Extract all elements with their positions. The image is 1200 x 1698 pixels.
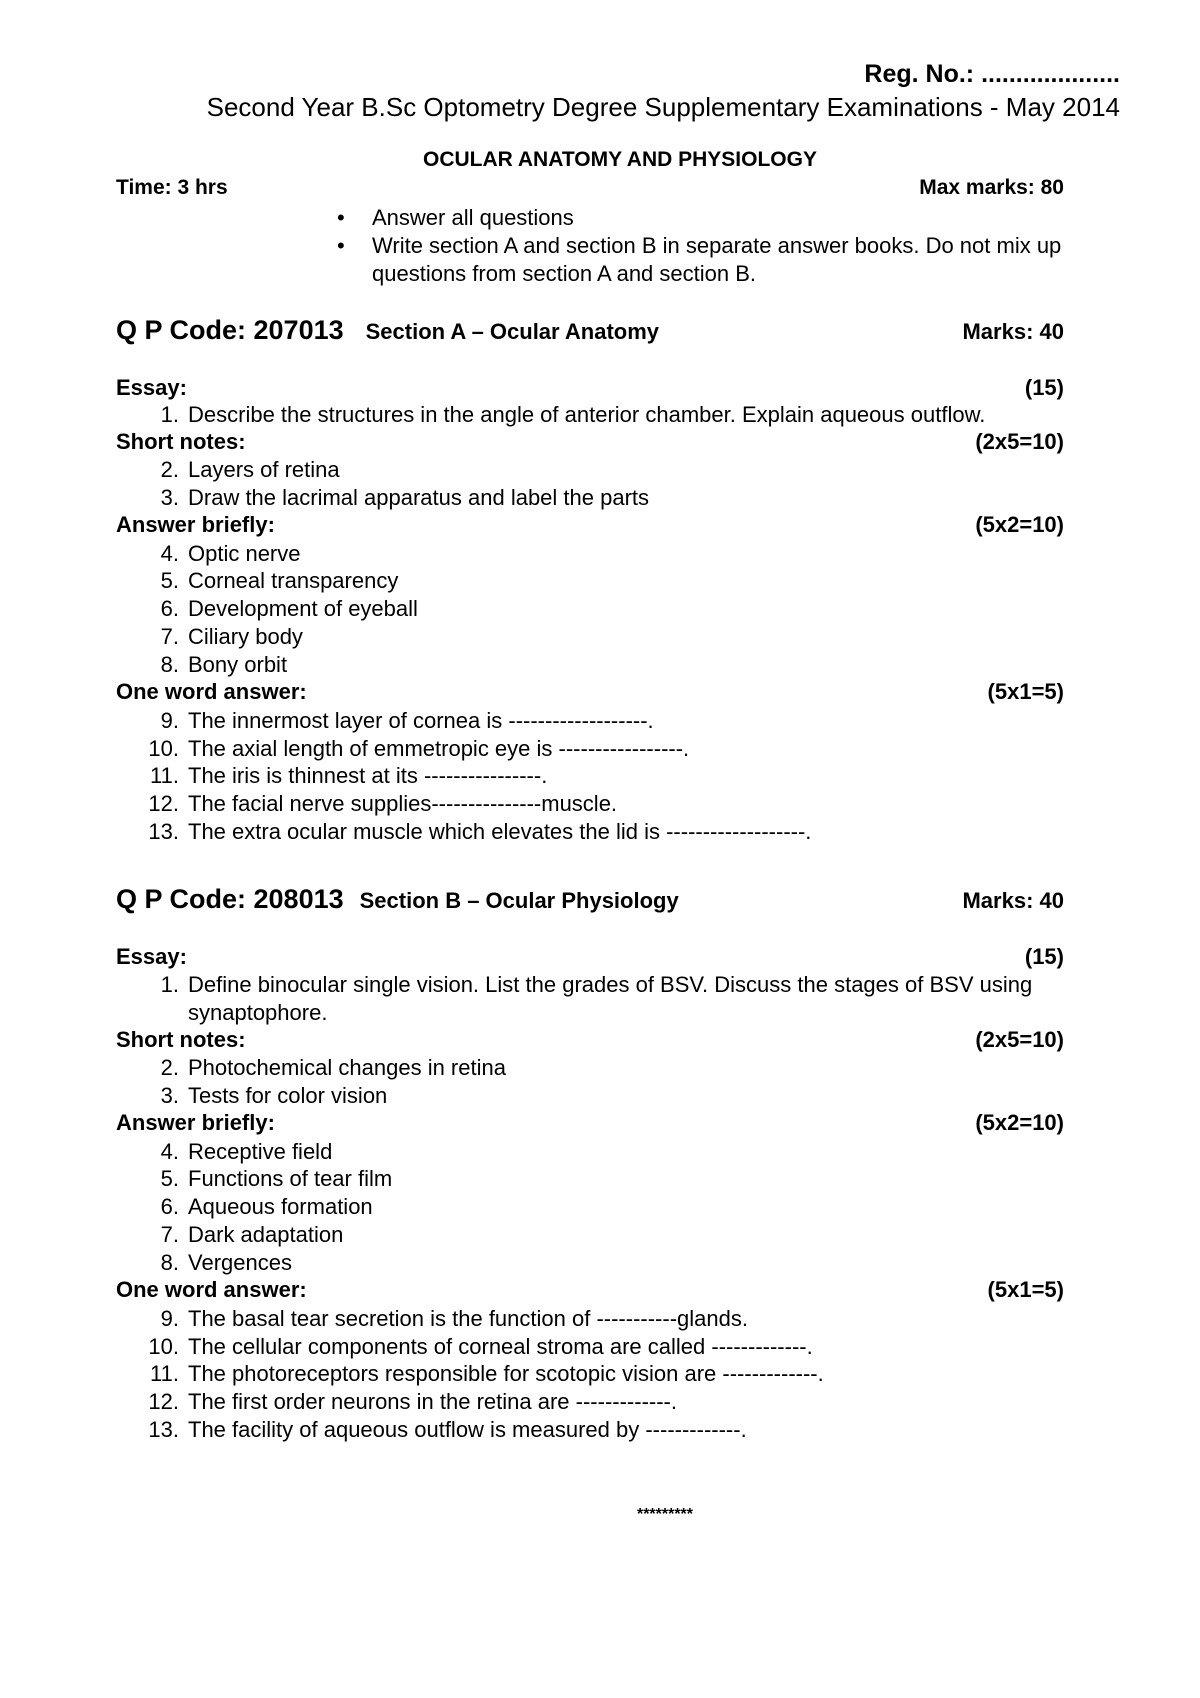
heading-label: One word answer: xyxy=(116,1277,307,1302)
question-item xyxy=(146,401,1086,429)
heading-marks: (15) xyxy=(1024,944,1064,969)
heading-label: Short notes: xyxy=(116,429,246,454)
section-b-marks: Marks: 40 xyxy=(962,888,1064,913)
question-text: The first order neurons in the retina are -------------. xyxy=(188,1389,677,1414)
question-item xyxy=(146,818,1086,846)
heading-label: One word answer: xyxy=(116,679,307,704)
heading-label: Answer briefly: xyxy=(116,512,275,537)
heading-label: Essay: xyxy=(116,375,187,400)
question-item xyxy=(146,1193,1086,1221)
heading-label: Answer briefly: xyxy=(116,1110,275,1135)
question-number: 1. xyxy=(160,402,179,427)
question-number: 11. xyxy=(150,763,179,788)
section-a-essay-heading xyxy=(116,375,1064,401)
question-text: Describe the structures in the angle of anterior chamber. Explain aqueous outflow. xyxy=(188,402,986,427)
question-number: 1. xyxy=(160,972,179,997)
question-number: 7. xyxy=(160,1222,179,1247)
question-item xyxy=(146,456,1086,484)
question-text: The extra ocular muscle which elevates the lid is -------------------. xyxy=(188,819,812,844)
heading-marks: (2x5=10) xyxy=(975,1027,1064,1052)
question-text: Draw the lacrimal apparatus and label the parts xyxy=(188,485,650,510)
question-text: The innermost layer of cornea is -------------------. xyxy=(188,708,654,733)
section-b-answer-briefly-heading xyxy=(116,1110,1064,1136)
question-number: 6. xyxy=(160,1194,179,1219)
question-number: 3. xyxy=(160,1083,179,1108)
question-text: Functions of tear film xyxy=(188,1166,393,1191)
section-a-qp-code: Q P Code: 207013 xyxy=(116,315,344,345)
subject-title: OCULAR ANATOMY AND PHYSIOLOGY xyxy=(423,148,817,171)
question-item xyxy=(146,1165,1086,1193)
question-text: The photoreceptors responsible for scotopic vision are -------------. xyxy=(188,1361,824,1386)
question-item xyxy=(146,1360,1086,1388)
question-number: 10. xyxy=(148,1334,179,1359)
exam-title: Second Year B.Sc Optometry Degree Supplementary Examinations - May 2014 xyxy=(206,92,1120,122)
question-item xyxy=(146,1138,1086,1166)
question-text: Photochemical changes in retina xyxy=(188,1055,506,1080)
section-a-one-word-heading xyxy=(116,679,1064,705)
heading-marks: (2x5=10) xyxy=(975,429,1064,454)
instructions-list xyxy=(335,204,1125,288)
question-number: 9. xyxy=(160,1306,179,1331)
question-item xyxy=(146,1416,1086,1444)
question-number: 3. xyxy=(160,485,179,510)
question-text: Define binocular single vision. List the grades of BSV. Discuss the stages of BSV using synaptophore. xyxy=(188,972,1033,1025)
section-a-title: Section A – Ocular Anatomy xyxy=(365,319,660,344)
question-item xyxy=(146,567,1086,595)
time-allowed: Time: 3 hrs xyxy=(116,176,228,199)
section-a-short-notes-heading xyxy=(116,429,1064,455)
question-item xyxy=(146,1221,1086,1249)
question-text: The facial nerve supplies---------------muscle. xyxy=(188,791,618,816)
question-item xyxy=(146,1305,1086,1333)
section-b-qp-code: Q P Code: 208013 xyxy=(116,884,344,914)
section-a-answer-briefly-heading xyxy=(116,512,1064,538)
question-text: Dark adaptation xyxy=(188,1222,344,1247)
question-number: 2. xyxy=(160,457,179,482)
heading-label: Essay: xyxy=(116,944,187,969)
question-number: 10. xyxy=(148,736,179,761)
question-number: 6. xyxy=(160,596,179,621)
heading-marks: (5x2=10) xyxy=(975,1110,1064,1135)
question-number: 13. xyxy=(148,819,179,844)
question-number: 12. xyxy=(148,1389,179,1414)
question-item xyxy=(146,790,1086,818)
heading-marks: (5x1=5) xyxy=(987,679,1064,704)
question-text: Layers of retina xyxy=(188,457,340,482)
heading-label: Short notes: xyxy=(116,1027,246,1052)
question-text: Ciliary body xyxy=(188,624,303,649)
question-item xyxy=(146,735,1086,763)
question-text: Optic nerve xyxy=(188,541,301,566)
question-item xyxy=(146,1054,1086,1082)
question-item xyxy=(146,1249,1086,1277)
question-number: 13. xyxy=(148,1417,179,1442)
question-number: 5. xyxy=(160,1166,179,1191)
section-b-header xyxy=(116,884,1064,915)
question-number: 8. xyxy=(160,1250,179,1275)
question-item xyxy=(146,623,1086,651)
instruction-item: • Answer all questions xyxy=(335,204,1125,232)
section-b-title: Section B – Ocular Physiology xyxy=(359,888,679,913)
time-marks-row xyxy=(116,176,1064,200)
section-a-marks: Marks: 40 xyxy=(962,319,1064,344)
question-number: 7. xyxy=(160,624,179,649)
question-text: Bony orbit xyxy=(188,652,288,677)
instruction-item: • Write section A and section B in separate answer books. Do not mix up questions from section A and section B. xyxy=(335,232,1125,288)
heading-marks: (5x2=10) xyxy=(975,512,1064,537)
heading-marks: (5x1=5) xyxy=(987,1277,1064,1302)
question-item xyxy=(146,1333,1086,1361)
question-text: Aqueous formation xyxy=(188,1194,373,1219)
question-number: 9. xyxy=(160,708,179,733)
section-b-short-notes-heading xyxy=(116,1027,1064,1053)
question-text: The cellular components of corneal stroma are called -------------. xyxy=(188,1334,813,1359)
question-number: 4. xyxy=(160,541,179,566)
question-item xyxy=(146,762,1086,790)
question-item xyxy=(146,1388,1086,1416)
question-number: 8. xyxy=(160,652,179,677)
question-item xyxy=(146,484,1086,512)
question-text: Vergences xyxy=(188,1250,292,1275)
question-text: Receptive field xyxy=(188,1139,333,1164)
question-item xyxy=(146,1082,1086,1110)
question-text: Development of eyeball xyxy=(188,596,418,621)
question-text: The facility of aqueous outflow is measured by -------------. xyxy=(188,1417,747,1442)
question-item xyxy=(146,651,1086,679)
question-number: 12. xyxy=(148,791,179,816)
question-text: The basal tear secretion is the function of -----------glands. xyxy=(188,1306,748,1331)
question-number: 2. xyxy=(160,1055,179,1080)
question-number: 4. xyxy=(160,1139,179,1164)
question-item xyxy=(146,540,1086,568)
section-b-one-word-heading xyxy=(116,1277,1064,1303)
question-text: Tests for color vision xyxy=(188,1083,388,1108)
end-of-paper-mark: ********* xyxy=(636,1506,694,1523)
heading-marks: (15) xyxy=(1024,375,1064,400)
question-item xyxy=(146,595,1086,623)
question-text: The axial length of emmetropic eye is -----------------. xyxy=(188,736,690,761)
section-b-essay-heading xyxy=(116,944,1064,970)
question-item xyxy=(146,971,1066,1026)
question-number: 11. xyxy=(150,1361,179,1386)
question-number: 5. xyxy=(160,568,179,593)
question-text: Corneal transparency xyxy=(188,568,399,593)
max-marks: Max marks: 80 xyxy=(919,176,1064,199)
question-text: The iris is thinnest at its ----------------. xyxy=(188,763,548,788)
section-a-header xyxy=(116,315,1064,346)
question-item xyxy=(146,707,1086,735)
reg-number: Reg. No.: .................... xyxy=(864,60,1120,88)
